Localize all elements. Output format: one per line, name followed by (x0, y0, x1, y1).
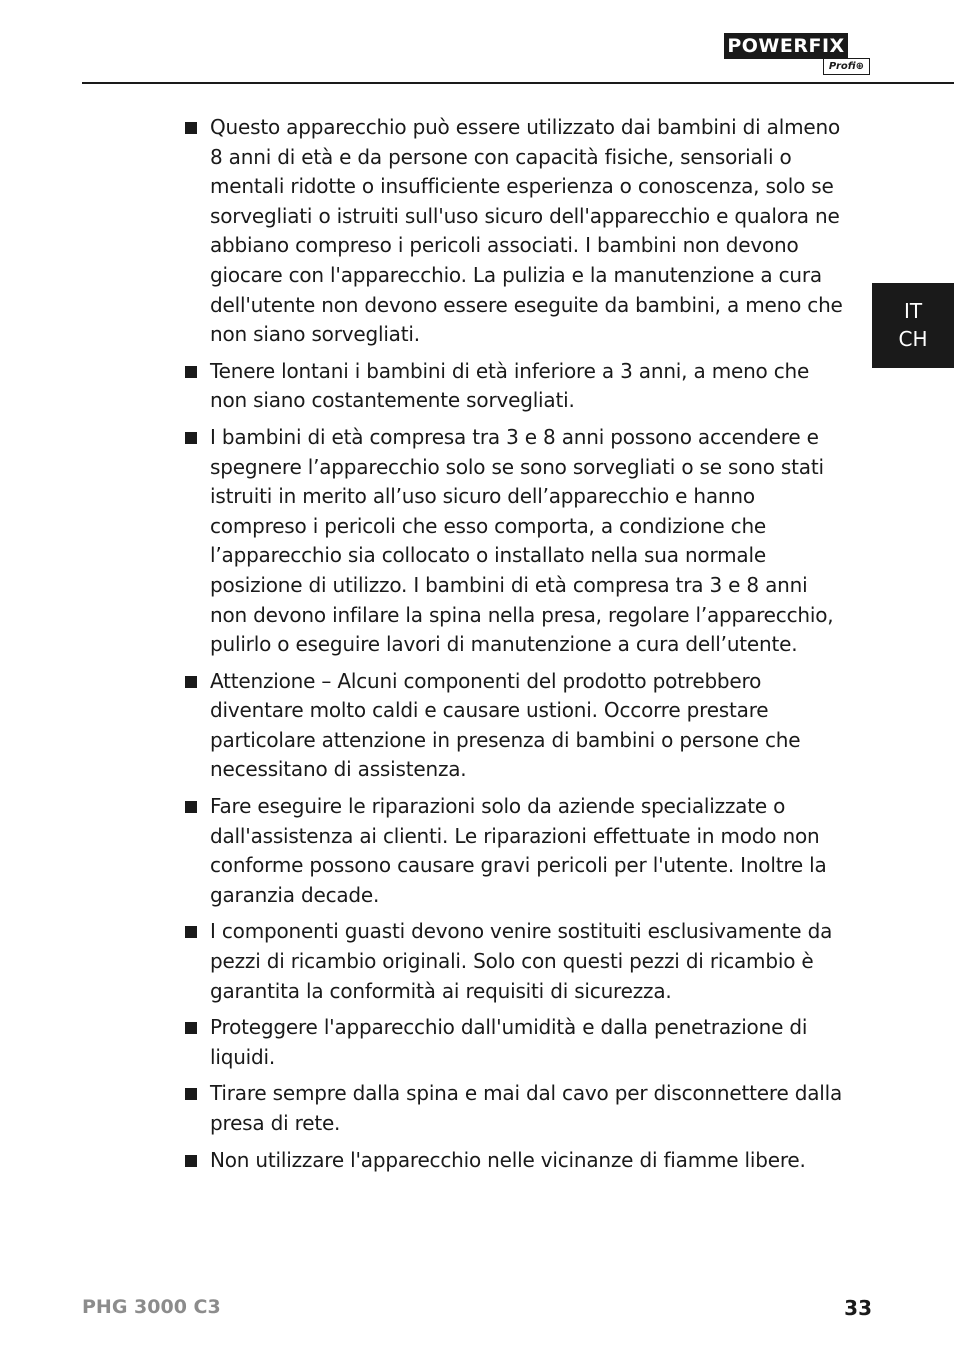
language-code-ch: CH (898, 327, 928, 351)
language-tab (872, 283, 954, 368)
list-item (184, 113, 844, 350)
item-text: Proteggere l'apparecchio dall'umidità e dalla penetrazione di liquidi. (210, 1015, 808, 1069)
item-text: Non utilizzare l'apparecchio nelle vicinanze di fiamme libere. (210, 1147, 806, 1172)
item-text: I bambini di età compresa tra 3 e 8 anni possono accendere e spegnere l’apparecchio solo se sono sorvegliati o se sono stati istruiti in merito all’uso sicuro dell’apparecchio e hanno compreso i pericoli che esso comporta, a condizione che l’apparecchio sia collocato o installato nella sua normale posizione di utilizzo. I bambini di età compresa tra 3 e 8 anni non devono infilare la spina nella presa, regolare l’apparecchio, pulirlo o eseguire lavori di manutenzione a cura dell’utente. (210, 424, 834, 657)
page-number: 33 (844, 1296, 872, 1320)
bullet-square-icon (185, 366, 197, 378)
bullet-square-icon (185, 926, 197, 938)
bullet-square-icon (185, 1022, 197, 1034)
bullet-square-icon (185, 1155, 197, 1167)
list-item (184, 1013, 844, 1072)
list-item (184, 1079, 844, 1138)
logo-wordmark: POWERFIX (724, 33, 848, 59)
logo-subbrand: Profi⊕ (823, 58, 870, 75)
bullet-square-icon (185, 676, 197, 688)
header-rule (82, 82, 954, 84)
bullet-square-icon (185, 801, 197, 813)
list-item (184, 917, 844, 1006)
item-text: Fare eseguire le riparazioni solo da aziende specializzate o dall'assistenza ai clienti. Le riparazioni effettuate in modo non conforme possono causare gravi pericoli per l'utente. Inoltre la garanzia decade. (210, 794, 827, 907)
item-text: Attenzione – Alcuni componenti del prodotto potrebbero diventare molto caldi e causare ustioni. Occorre prestare particolare attenzione in presenza di bambini o persone che necessitano di assistenza. (210, 668, 801, 782)
item-text: Tenere lontani i bambini di età inferiore a 3 anni, a meno che non siano costantemente sorvegliati. (210, 358, 810, 413)
item-text: Tirare sempre dalla spina e mai dal cavo per disconnettere dalla presa di rete. (210, 1081, 843, 1135)
list-item (184, 357, 844, 416)
list-item (184, 423, 844, 660)
footer-model-number: PHG 3000 C3 (82, 1296, 221, 1318)
bullet-square-icon (185, 1088, 197, 1100)
list-item (184, 792, 844, 910)
list-item (184, 1146, 844, 1176)
item-text: I componenti guasti devono venire sostituiti esclusivamente da pezzi di ricambio originali. Solo con questi pezzi di ricambio è garantita la conformità ai requisiti di sicurezza. (210, 919, 833, 1003)
language-code-it: IT (903, 299, 923, 323)
list-item (184, 667, 844, 785)
bullet-square-icon (185, 122, 197, 134)
bullet-square-icon (185, 432, 197, 444)
safety-instructions-list (184, 113, 844, 1182)
item-text: Questo apparecchio può essere utilizzato dai bambini di almeno 8 anni di età e da persone con capacità fisiche, sensoriali o mentali ridotte o insufficiente esperienza o conoscenza, solo se sorvegliati o istruiti sull'uso sicuro dell'apparecchio e qualora ne abbiano compreso i pericoli associati. I bambini non devono giocare con l'apparecchio. La pulizia e la manutenzione a cura dell'utente non devono essere eseguite da bambini, a meno che non siano sorvegliati. (210, 115, 843, 347)
brand-logo (724, 33, 864, 75)
